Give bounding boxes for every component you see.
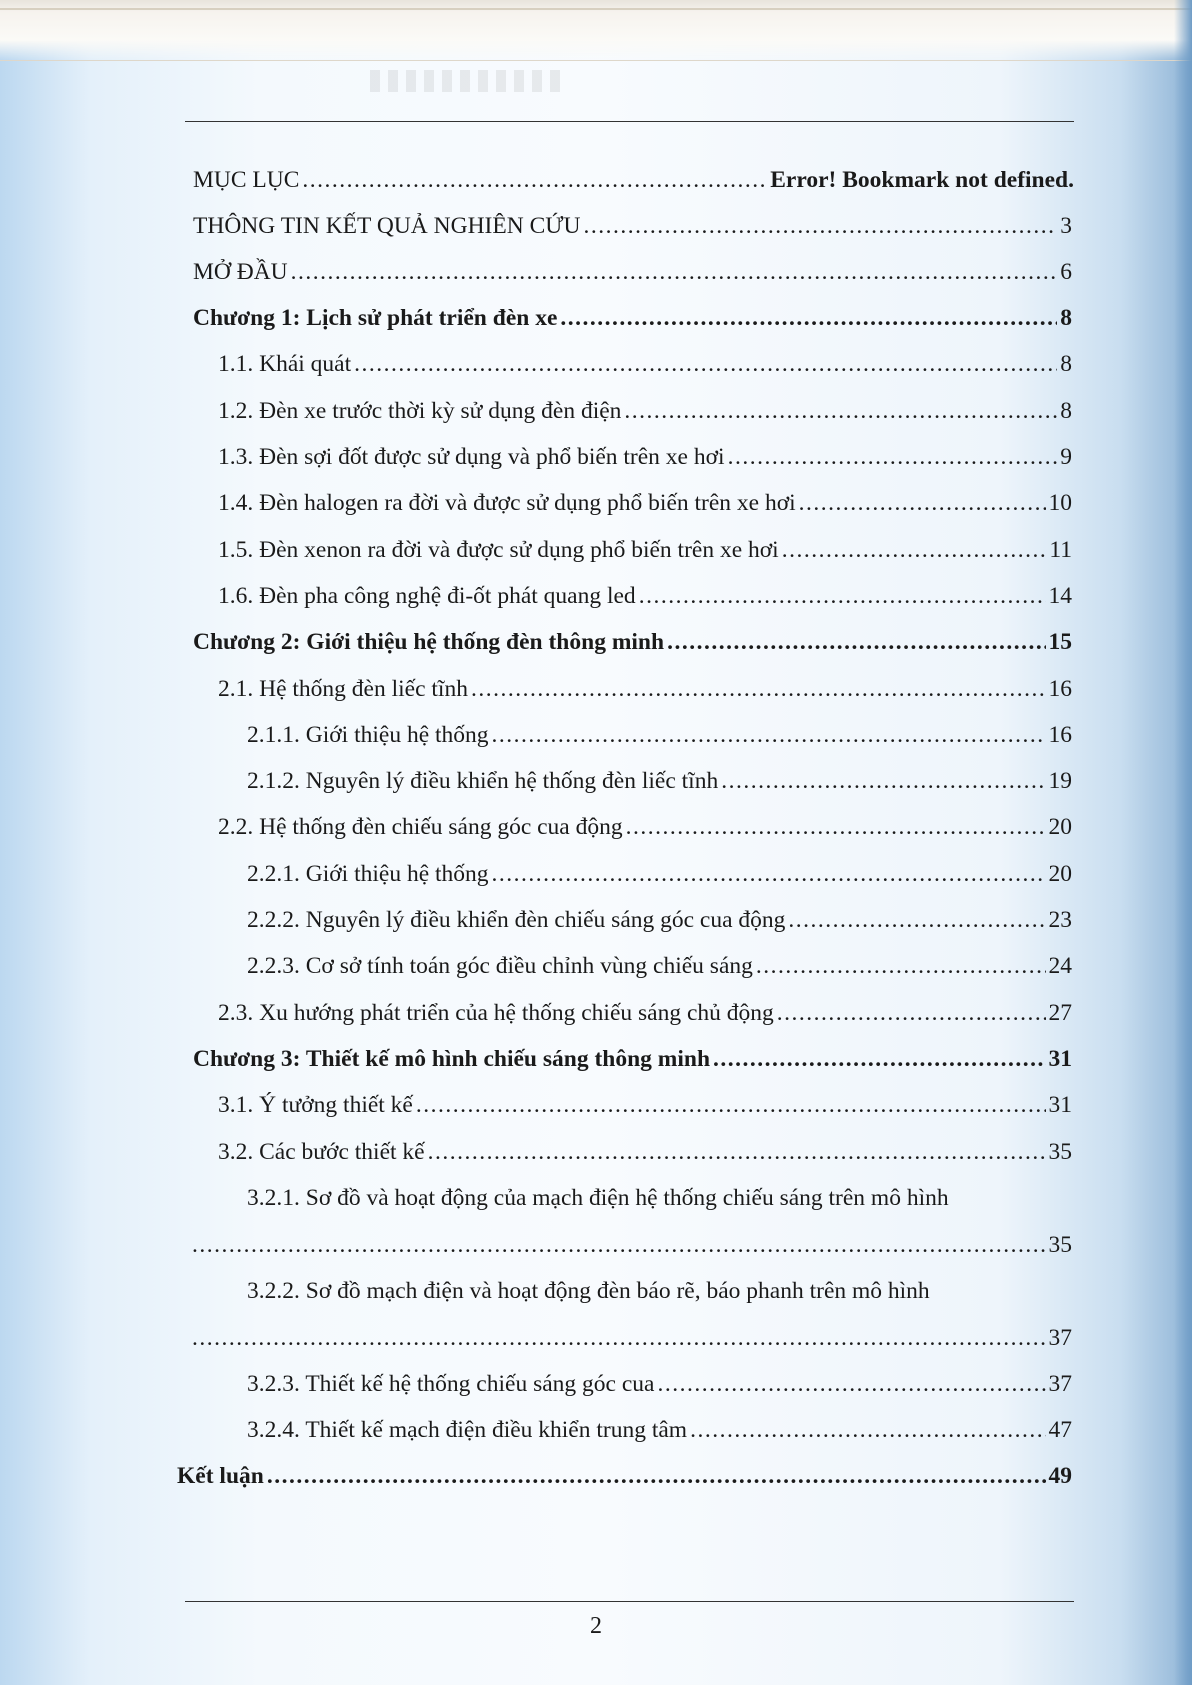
toc-entry-page: 16 <box>1048 722 1072 748</box>
toc-entry-page: 20 <box>1048 861 1072 887</box>
toc-leader-dots <box>428 1137 1046 1167</box>
toc-entry-continuation <box>192 1323 1072 1353</box>
toc-entry-2-1-2[interactable] <box>247 766 1072 796</box>
toc-entry-2-2-2[interactable] <box>247 905 1072 935</box>
toc-leader-dots <box>302 165 767 195</box>
toc-entry-page: 3 <box>1060 213 1072 239</box>
toc-leader-dots <box>721 766 1045 796</box>
toc-entry-page: 6 <box>1060 259 1072 285</box>
toc-entry-page: 35 <box>1048 1139 1072 1165</box>
toc-leader-dots <box>639 581 1046 611</box>
toc-leader-dots <box>713 1044 1045 1074</box>
toc-entry-title: 3.1. Ý tưởng thiết kế <box>218 1092 413 1118</box>
toc-entry-title: 2.2.3. Cơ sở tính toán góc điều chỉnh vùng chiếu sáng <box>247 953 753 979</box>
toc-entry-page: 11 <box>1049 537 1072 563</box>
toc-entry-page: 20 <box>1048 814 1072 840</box>
toc-entry-page: 24 <box>1048 953 1072 979</box>
toc-entry-chuong-2[interactable] <box>193 627 1072 657</box>
toc-entry-page: 8 <box>1060 398 1072 424</box>
toc-entry-title: 3.2. Các bước thiết kế <box>218 1139 425 1165</box>
toc-leader-dots <box>192 1230 1046 1260</box>
toc-entry-title: 2.1.2. Nguyên lý điều khiển hệ thống đèn liếc tĩnh <box>247 768 719 794</box>
toc-entry-page: 10 <box>1048 490 1072 516</box>
toc-leader-dots <box>354 349 1057 379</box>
toc-entry-3-2-4[interactable] <box>247 1415 1072 1445</box>
toc-leader-dots <box>788 905 1045 935</box>
toc-entry-title: 3.2.1. Sơ đồ và hoạt động của mạch điện hệ thống chiếu sáng trên mô hình <box>247 1185 949 1211</box>
toc-entry-page: 23 <box>1048 907 1072 933</box>
toc-entry-title: 2.2.1. Giới thiệu hệ thống <box>247 861 489 887</box>
toc-leader-dots <box>291 257 1058 287</box>
toc-leader-dots <box>690 1415 1045 1445</box>
toc-entry-1-6[interactable] <box>218 581 1072 611</box>
toc-entry-page: 19 <box>1048 768 1072 794</box>
toc-entry-page: 35 <box>1048 1232 1072 1258</box>
toc-leader-dots <box>624 396 1057 426</box>
toc-entry-page: 14 <box>1048 583 1072 609</box>
toc-leader-dots <box>799 488 1046 518</box>
toc-entry-2-2-3[interactable] <box>247 951 1072 981</box>
toc-entry-title: Chương 2: Giới thiệu hệ thống đèn thông minh <box>193 629 665 655</box>
toc-leader-dots <box>657 1369 1045 1399</box>
toc-entry-3-2[interactable] <box>218 1137 1072 1167</box>
toc-entry-2-1[interactable] <box>218 674 1072 704</box>
toc-leader-dots <box>667 627 1045 657</box>
toc-entry-title: 3.2.4. Thiết kế mạch điện điều khiển trung tâm <box>247 1417 688 1443</box>
toc-entry-page: 31 <box>1048 1092 1072 1118</box>
toc-entry-title: Kết luận <box>177 1463 264 1489</box>
toc-entry-title: 3.2.3. Thiết kế hệ thống chiếu sáng góc cua <box>247 1371 655 1397</box>
toc-entry-page: 37 <box>1048 1325 1072 1351</box>
toc-entry-title: 1.3. Đèn sợi đốt được sử dụng và phổ biến trên xe hơi <box>218 444 725 470</box>
toc-entry-mo-dau[interactable] <box>193 257 1072 287</box>
toc-entry-title: THÔNG TIN KẾT QUẢ NGHIÊN CỨU <box>193 213 581 239</box>
toc-entry-title: 2.2.2. Nguyên lý điều khiển đèn chiếu sáng góc cua động <box>247 907 786 933</box>
toc-entry-chuong-3[interactable] <box>193 1044 1072 1074</box>
toc-entry-1-5[interactable] <box>218 535 1072 565</box>
toc-entry-page: 31 <box>1048 1046 1072 1072</box>
toc-leader-dots <box>267 1461 1046 1491</box>
toc-entry-chuong-1[interactable] <box>193 303 1072 333</box>
toc-leader-dots <box>728 442 1058 472</box>
toc-entry-page: 49 <box>1048 1463 1072 1489</box>
toc-entry-page: 27 <box>1048 1000 1072 1026</box>
toc-entry-title: 1.4. Đèn halogen ra đời và được sử dụng phổ biến trên xe hơi <box>218 490 796 516</box>
toc-entry-1-3[interactable] <box>218 442 1072 472</box>
toc-entry-2-2-1[interactable] <box>247 859 1072 889</box>
toc-entry-title: 3.2.2. Sơ đồ mạch điện và hoạt động đèn báo rẽ, báo phanh trên mô hình <box>247 1278 930 1304</box>
toc-entry-2-1-1[interactable] <box>247 720 1072 750</box>
toc-entry-3-2-1[interactable] <box>247 1183 1072 1260</box>
toc-entry-page: 16 <box>1048 676 1072 702</box>
toc-entry-2-3[interactable] <box>218 998 1072 1028</box>
toc-leader-dots <box>626 812 1046 842</box>
toc-entry-title: 2.2. Hệ thống đèn chiếu sáng góc cua động <box>218 814 623 840</box>
toc-entry-title: 1.2. Đèn xe trước thời kỳ sử dụng đèn điện <box>218 398 622 424</box>
toc-entry-1-2[interactable] <box>218 396 1072 426</box>
toc-entry-ket-luan[interactable] <box>177 1461 1072 1491</box>
toc-leader-dots <box>492 720 1046 750</box>
toc-entry-page: 8 <box>1060 305 1072 331</box>
toc-entry-page: 15 <box>1048 629 1072 655</box>
toc-leader-dots <box>192 1323 1046 1353</box>
toc-entry-title: 2.1.1. Giới thiệu hệ thống <box>247 722 489 748</box>
toc-entry-3-2-2[interactable] <box>247 1276 1072 1353</box>
toc-entry-title: Chương 1: Lịch sử phát triển đèn xe <box>193 305 558 331</box>
toc-leader-dots <box>782 535 1047 565</box>
toc-entry-title: Chương 3: Thiết kế mô hình chiếu sáng thông minh <box>193 1046 711 1072</box>
toc-entry-title: 1.6. Đèn pha công nghệ đi-ốt phát quang led <box>218 583 636 609</box>
toc-entry-thong-tin[interactable] <box>193 211 1072 241</box>
toc-entry-title: 1.5. Đèn xenon ra đời và được sử dụng phổ biến trên xe hơi <box>218 537 779 563</box>
toc-entry-1-4[interactable] <box>218 488 1072 518</box>
toc-entry-2-2[interactable] <box>218 812 1072 842</box>
toc-leader-dots <box>756 951 1046 981</box>
toc-entry-3-1[interactable] <box>218 1090 1072 1120</box>
page-number: 2 <box>590 1613 602 1639</box>
toc-entry-3-2-3[interactable] <box>247 1369 1072 1399</box>
toc-leader-dots <box>416 1090 1046 1120</box>
toc-leader-dots <box>471 674 1046 704</box>
toc-entry-continuation <box>192 1230 1072 1260</box>
toc-leader-dots <box>583 211 1057 241</box>
toc-entry-page: 37 <box>1048 1371 1072 1397</box>
toc-entry-title: 1.1. Khái quát <box>218 351 352 377</box>
toc-entry-page: 8 <box>1060 351 1072 377</box>
toc-entry-title: 2.3. Xu hướng phát triển của hệ thống chiếu sáng chủ động <box>218 1000 774 1026</box>
toc-entry-page: 9 <box>1060 444 1072 470</box>
toc-leader-dots <box>560 303 1057 333</box>
toc-error-text: Error! Bookmark not defined. <box>770 167 1074 193</box>
toc-entry-page: 47 <box>1048 1417 1072 1443</box>
toc-leader-dots <box>777 998 1046 1028</box>
toc-entry-title: 2.1. Hệ thống đèn liếc tĩnh <box>218 676 468 702</box>
toc-entry-title: MỤC LỤC <box>193 167 300 193</box>
toc-entry-muc-luc[interactable] <box>193 165 1074 195</box>
footer-rule <box>185 1601 1074 1602</box>
toc-entry-1-1[interactable] <box>218 349 1072 379</box>
toc-entry-title: MỞ ĐẦU <box>193 259 288 285</box>
toc-leader-dots <box>492 859 1046 889</box>
